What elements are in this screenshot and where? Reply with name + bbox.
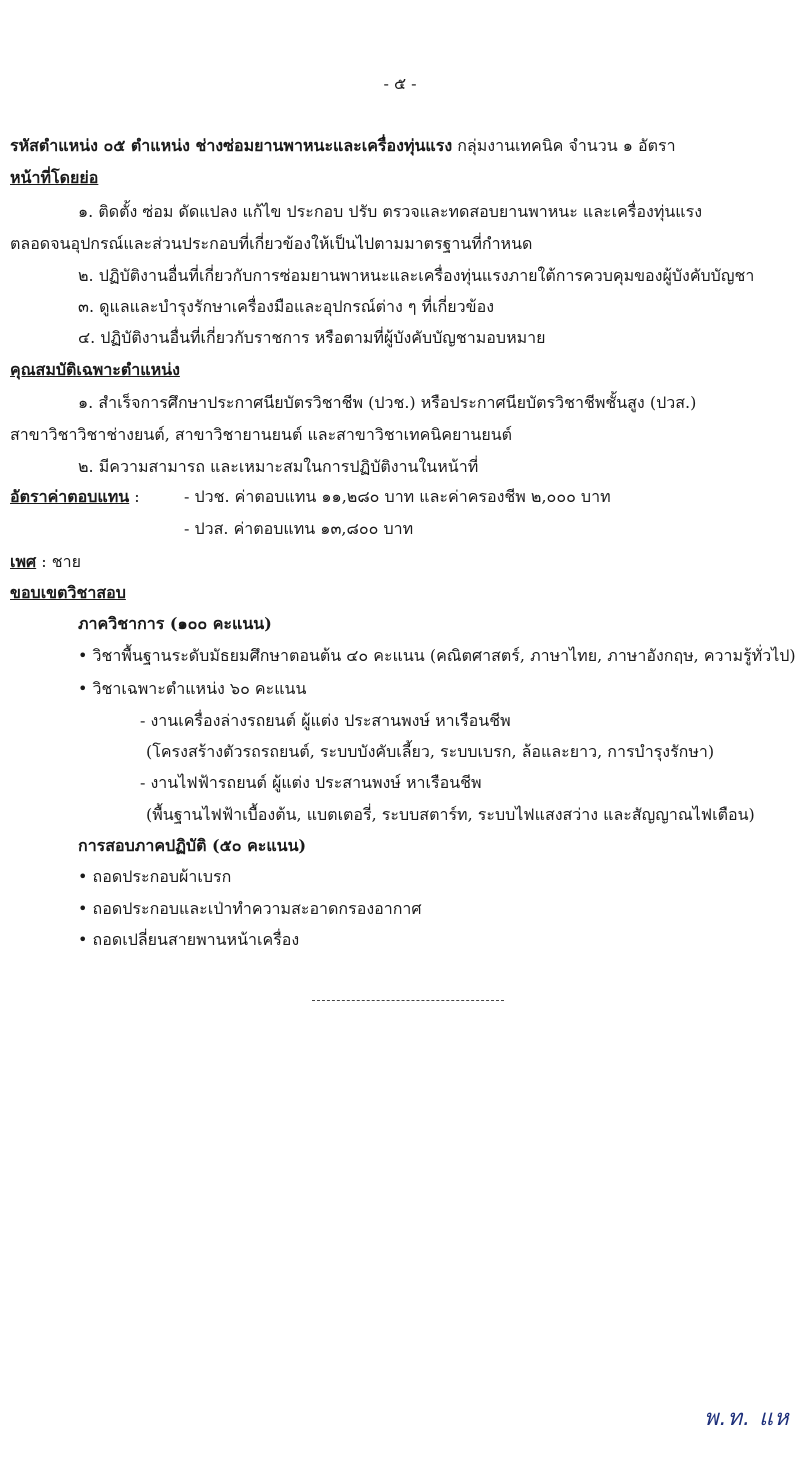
exam-scope-title: ขอบเขตวิชาสอบ [10,583,126,602]
academic-bullet [78,679,306,699]
duty-item: ตลอดจนอุปกรณ์และส่วนประกอบที่เกี่ยวข้องให้เป็นไปตามมาตรฐานที่กำหนด [10,234,533,253]
bullet-icon: • [78,930,88,949]
gender-value: : ชาย [36,552,81,571]
gender-line [10,552,81,572]
position-heading-rest: กลุ่มงานเทคนิค จำนวน ๑ อัตรา [452,136,676,155]
practical-bullet-text: ถอดเปลี่ยนสายพานหน้าเครื่อง [92,930,300,949]
bullet-icon: • [78,679,88,698]
qualification-item: ๒. มีความสามารถ และเหมาะสมในการปฏิบัติงานในหน้าที่ [78,457,479,476]
academic-bullet-text: วิชาเฉพาะตำแหน่ง ๖๐ คะแนน [92,679,307,698]
bullet-icon: • [78,646,88,665]
duty-item: ๑. ติดตั้ง ซ่อม ดัดแปลง แก้ไข ประกอบ ปรับ ตรวจและทดสอบยานพาหนะ และเครื่องทุ่นแรง [78,202,703,221]
duties-title: หน้าที่โดยย่อ [10,168,99,187]
practical-bullet [78,930,299,950]
position-heading [10,136,676,156]
bullet-icon: • [78,899,88,918]
position-heading-bold: รหัสตำแหน่ง ๐๕ ตำแหน่ง ช่างซ่อมยานพาหนะและเครื่องทุ่นแรง [10,136,453,155]
compensation-item: - ปวช. ค่าตอบแทน ๑๑,๒๘๐ บาท และค่าครองชีพ ๒,๐๐๐ บาท [184,487,611,506]
qualification-item: สาขาวิชาวิชาช่างยนต์, สาขาวิชายานยนต์ และสาขาวิชาเทคนิคยานยนต์ [10,425,513,444]
closing-divider [312,1000,504,1001]
compensation-title: อัตราค่าตอบแทน [10,487,130,506]
duty-item: ๒. ปฏิบัติงานอื่นที่เกี่ยวกับการซ่อมยานพาหนะและเครื่องทุ่นแรงภายใต้การควบคุมของผู้บังคับบัญชา [78,266,755,285]
qualification-item: ๑. สำเร็จการศึกษาประกาศนียบัตรวิชาชีพ (ปวช.) หรือประกาศนียบัตรวิชาชีพชั้นสูง (ปวส.) [78,393,697,412]
academic-sub-item: - งานไฟฟ้ารถยนต์ ผู้แต่ง ประสานพงษ์ หาเรือนชีพ [140,773,482,792]
practical-bullet-text: ถอดประกอบและเป่าทำความสะอาดกรองอากาศ [92,899,422,918]
page-number: - ๕ - [383,74,417,93]
academic-title: ภาควิชาการ (๑๐๐ คะแนน) [78,614,272,633]
gender-title: เพศ [10,552,37,571]
academic-sub-item: (โครงสร้างตัวรถรถยนต์, ระบบบังคับเลี้ยว, ระบบเบรก, ล้อและยาว, การบำรุงรักษา) [146,742,715,761]
academic-sub-item: - งานเครื่องล่างรถยนต์ ผู้แต่ง ประสานพงษ์ หาเรือนชีพ [140,711,511,730]
compensation-colon: : [129,487,140,506]
practical-bullet [78,867,231,887]
signature: พ.ท. แห [704,1406,790,1431]
duty-item: ๔. ปฏิบัติงานอื่นที่เกี่ยวกับราชการ หรือตามที่ผู้บังคับบัญชามอบหมาย [78,328,546,347]
bullet-icon: • [78,867,88,886]
academic-bullet [78,646,796,666]
academic-sub-item: (พื้นฐานไฟฟ้าเบื้องต้น, แบตเตอรี่, ระบบสตาร์ท, ระบบไฟแสงสว่าง และสัญญาณไฟเตือน) [146,805,755,824]
practical-bullet-text: ถอดประกอบผ้าเบรก [92,867,232,886]
qualifications-title: คุณสมบัติเฉพาะตำแหน่ง [10,360,180,379]
compensation-label [10,487,140,507]
practical-bullet [78,899,422,919]
practical-title: การสอบภาคปฏิบัติ (๕๐ คะแนน) [78,836,307,855]
academic-bullet-text: วิชาพื้นฐานระดับมัธยมศึกษาตอนต้น ๔๐ คะแนน (คณิตศาสตร์, ภาษาไทย, ภาษาอังกฤษ, ความรู้ทั่วไป) [92,646,796,665]
compensation-item: - ปวส. ค่าตอบแทน ๑๓,๘๐๐ บาท [184,519,414,538]
duty-item: ๓. ดูแลและบำรุงรักษาเครื่องมือและอุปกรณ์ต่าง ๆ ที่เกี่ยวข้อง [78,297,495,316]
